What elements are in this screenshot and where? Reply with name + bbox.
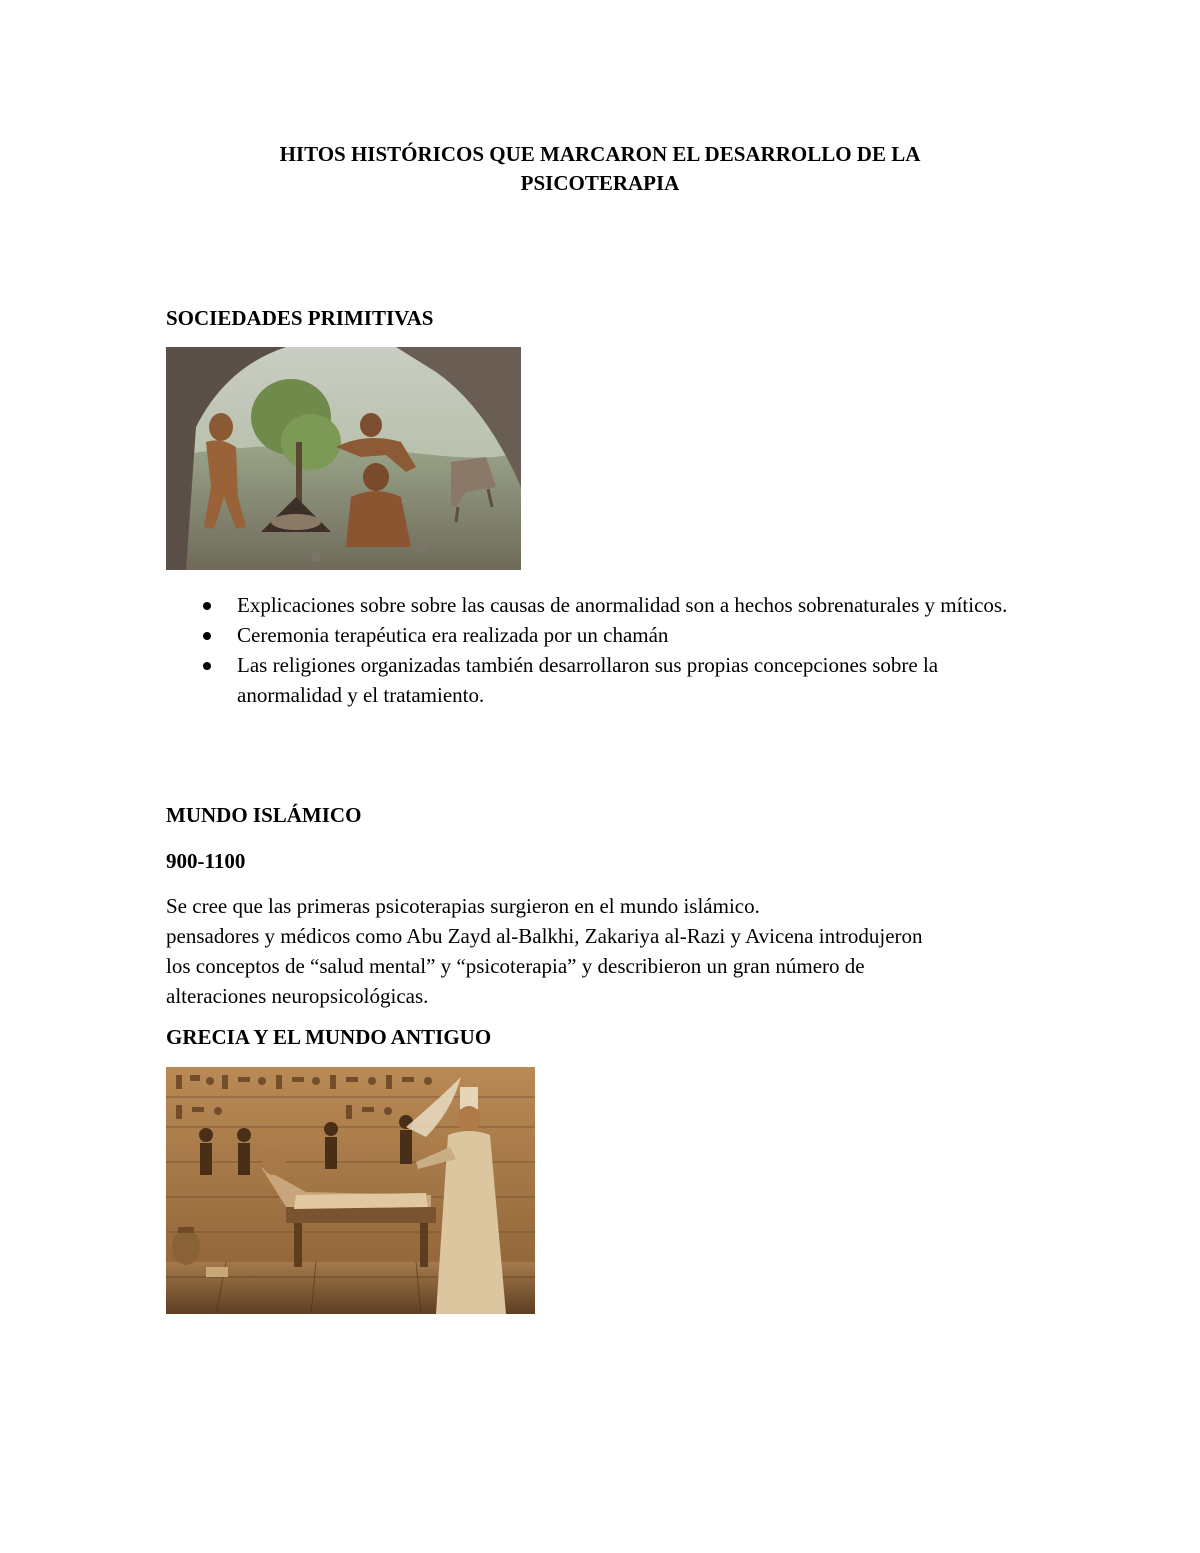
paragraph-line: alteraciones neuropsicológicas. [166, 984, 429, 1008]
bullet-icon [203, 662, 211, 670]
paragraph-line: pensadores y médicos como Abu Zayd al-Balkhi, Zakariya al-Razi y Avicena introdujeron [166, 924, 923, 948]
primitive-society-illustration [166, 347, 521, 570]
document-title: HITOS HISTÓRICOS QUE MARCARON EL DESARROLLO DE LA PSICOTERAPIA [279, 142, 921, 195]
paragraph-line: los conceptos de “salud mental” y “psicoterapia” y describieron un gran número de [166, 954, 865, 978]
ancient-egypt-therapy-illustration [166, 1067, 535, 1314]
bullet-icon [203, 602, 211, 610]
islamic-world-paragraph [166, 891, 1046, 1011]
list-item: Ceremonia terapéutica era realizada por un chamán [166, 620, 1046, 650]
section-heading-primitive-societies: SOCIEDADES PRIMITIVAS [166, 306, 434, 330]
list-item: Las religiones organizadas también desarrollaron sus propias concepciones sobre la anormalidad y el tratamiento. [166, 650, 1046, 710]
section-heading-islamic-world: MUNDO ISLÁMICO [166, 803, 362, 827]
section-heading-greece-ancient-world: GRECIA Y EL MUNDO ANTIGUO [166, 1025, 492, 1049]
bullet-icon [203, 632, 211, 640]
list-item: Explicaciones sobre sobre las causas de anormalidad son a hechos sobrenaturales y míticos. [166, 590, 1046, 620]
paragraph-line: Se cree que las primeras psicoterapias surgieron en el mundo islámico. [166, 894, 760, 918]
period-label: 900-1100 [166, 849, 246, 873]
primitive-societies-bullet-list [166, 590, 1046, 710]
